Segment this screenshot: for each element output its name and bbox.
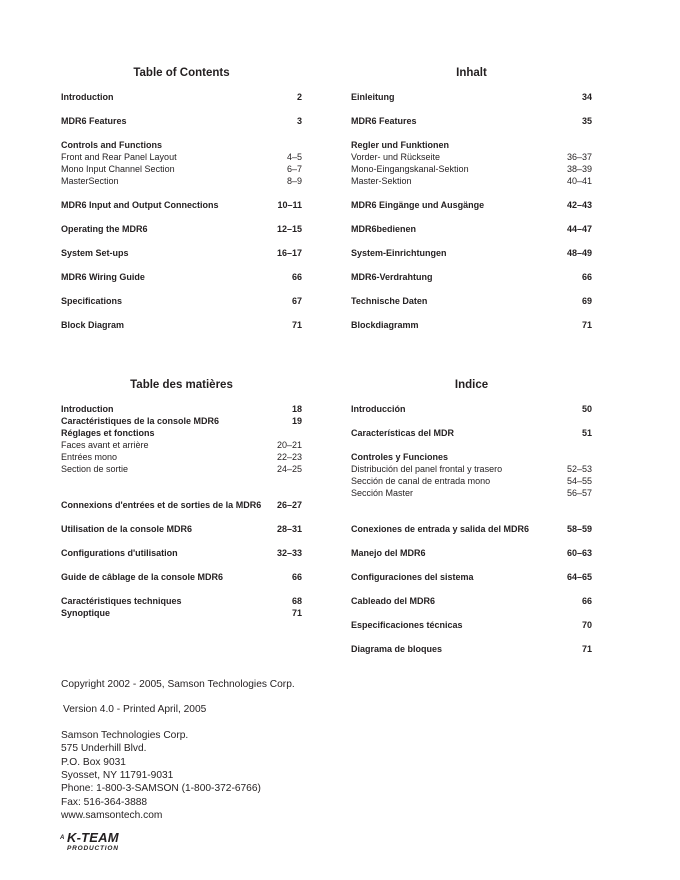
toc-entry: Master-Sektion 40–41 [351, 176, 592, 186]
toc-spanish-title: Indice [454, 379, 489, 391]
toc-entry: Operating the MDR6 12–15 [61, 224, 302, 234]
po-box: P.O. Box 9031 [61, 756, 126, 768]
toc-entry: Synoptique 71 [61, 608, 302, 618]
toc-entry: System-Einrichtungen 48–49 [351, 248, 592, 258]
toc-entry: MDR6-Verdrahtung 66 [351, 272, 592, 282]
company-name: Samson Technologies Corp. [61, 729, 189, 741]
toc-entry: Utilisation de la console MDR6 28–31 [61, 524, 302, 534]
website-link[interactable]: www.samsontech.com [61, 810, 163, 822]
toc-entry: MDR6bedienen 44–47 [351, 224, 592, 234]
toc-entry: Características del MDR 51 [351, 428, 592, 438]
toc-entry: MDR6 Features 35 [351, 116, 592, 126]
logo-name: K-TEAM [67, 830, 119, 845]
toc-entry: MDR6 Input and Output Connections 10–11 [61, 200, 302, 210]
toc-entry: Mono-Eingangskanal-Sektion 38–39 [351, 164, 592, 174]
toc-entry: Sección de canal de entrada mono 54–55 [351, 476, 592, 486]
toc-entry: Technische Daten 69 [351, 296, 592, 306]
toc-entry: MDR6 Features 3 [61, 116, 302, 126]
toc-entry: MDR6 Wiring Guide 66 [61, 272, 302, 282]
toc-entry: Section de sortie 24–25 [61, 464, 302, 474]
toc-entry: Configuraciones del sistema 64–65 [351, 572, 592, 582]
toc-section-heading: Réglages et fonctions [61, 428, 155, 438]
toc-entry: Specifications 67 [61, 296, 302, 306]
version-line: Version 4.0 - Printed April, 2005 [63, 704, 207, 716]
toc-entry: Blockdiagramm 71 [351, 320, 592, 330]
toc-entry: Connexions d'entrées et de sorties de la MDR6 26–27 [61, 500, 302, 510]
toc-entry: Introduction 2 [61, 92, 302, 102]
toc-entry: Guide de câblage de la console MDR6 66 [61, 572, 302, 582]
toc-german-title: Inhalt [456, 67, 487, 79]
toc-section-heading: Controls and Functions [61, 140, 162, 150]
toc-entry: MasterSection 8–9 [61, 176, 302, 186]
phone-line: Phone: 1-800-3-SAMSON (1-800-372-6766) [61, 783, 261, 795]
toc-entry: Manejo del MDR6 60–63 [351, 548, 592, 558]
toc-entry: Sección Master 56–57 [351, 488, 592, 498]
toc-entry: Block Diagram 71 [61, 320, 302, 330]
toc-entry: Mono Input Channel Section 6–7 [61, 164, 302, 174]
city-line: Syosset, NY 11791-9031 [61, 770, 174, 782]
toc-entry: Caractéristiques techniques 68 [61, 596, 302, 606]
toc-french [61, 378, 302, 619]
toc-entry: Especificaciones técnicas 70 [351, 620, 592, 630]
copyright-line: Copyright 2002 - 2005, Samson Technologies Corp. [61, 679, 295, 690]
fax-line: Fax: 516-364-3888 [61, 796, 148, 808]
toc-entry: Distribución del panel frontal y trasero 52–53 [351, 464, 592, 474]
toc-entry: System Set-ups 16–17 [61, 248, 302, 258]
toc-entry: Conexiones de entrada y salida del MDR6 58–59 [351, 524, 592, 534]
toc-entry: Cableado del MDR6 66 [351, 596, 592, 606]
k-team-logo [60, 831, 140, 855]
toc-entry: Faces avant et arrière 20–21 [61, 440, 302, 450]
toc-german [351, 66, 592, 331]
contact-block [61, 678, 295, 823]
toc-entry: Configurations d'utilisation 32–33 [61, 548, 302, 558]
toc-entry: Front and Rear Panel Layout 4–5 [61, 152, 302, 162]
toc-entry: Introduction 18 [61, 404, 302, 414]
toc-section-heading: Regler und Funktionen [351, 140, 449, 150]
logo-prefix: A [60, 835, 65, 841]
toc-entry: Diagrama de bloques 71 [351, 644, 592, 654]
toc-english-title: Table of Contents [133, 67, 230, 79]
toc-entry: MDR6 Eingänge und Ausgänge 42–43 [351, 200, 592, 210]
toc-entry: Vorder- und Rückseite 36–37 [351, 152, 592, 162]
toc-entry: Einleitung 34 [351, 92, 592, 102]
toc-entry: Caractéristiques de la console MDR6 19 [61, 416, 302, 426]
toc-entry: Introducción 50 [351, 404, 592, 414]
toc-spanish [351, 378, 592, 655]
toc-section-heading: Controles y Funciones [351, 452, 449, 462]
toc-entry: Entrées mono 22–23 [61, 452, 302, 462]
logo-subtitle: PRODUCTION [67, 845, 119, 852]
toc-english [61, 66, 302, 331]
toc-french-title: Table des matières [130, 379, 233, 391]
street-address: 575 Underhill Blvd. [61, 743, 147, 755]
